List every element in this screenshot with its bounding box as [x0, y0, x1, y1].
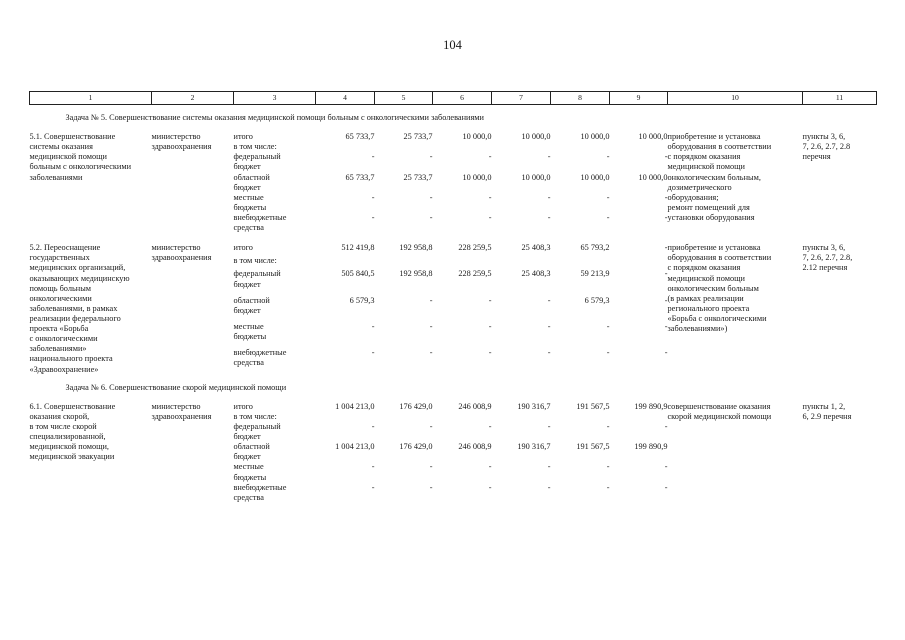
funding-value: - — [488, 295, 492, 305]
expected-result — [668, 243, 803, 374]
measure-name-line: с онкологическими — [29, 334, 98, 344]
funding-value: 6 579,3 — [349, 295, 375, 305]
funding-row — [30, 243, 877, 256]
list-points-line: пункты 1, 2, — [802, 401, 846, 411]
measure-name-line: заболеваниями» — [29, 344, 87, 354]
funding-source-line: итого — [233, 132, 253, 142]
funding-value: 246 008,9 — [458, 401, 492, 411]
funding-source-label — [234, 483, 316, 503]
measure-name — [30, 402, 152, 503]
funding-value: - — [429, 348, 433, 358]
funding-source-line: бюджет — [233, 162, 261, 172]
funding-value: 228 259,5 — [458, 269, 492, 279]
funding-value: 228 259,5 — [458, 243, 492, 253]
column-number-11: 11 — [803, 92, 877, 105]
funding-value: 192 958,8 — [399, 269, 433, 279]
funding-source-label — [234, 142, 316, 152]
funding-value — [551, 412, 610, 422]
expected-result-line: с порядком оказания — [667, 152, 741, 162]
funding-source-label — [234, 193, 316, 213]
funding-source-line: федеральный — [233, 152, 281, 162]
funding-value: - — [488, 212, 492, 222]
measure-name-line: помощь больным — [29, 283, 92, 293]
funding-value: - — [547, 482, 551, 492]
expected-result-line: дозиметрического — [667, 182, 732, 192]
funding-value — [433, 142, 492, 152]
expected-result — [668, 132, 803, 233]
funding-source-line: бюджет — [233, 182, 261, 192]
funding-value: 6 579,3 — [584, 295, 610, 305]
measure-name-line: в том числе скорой — [29, 421, 97, 431]
list-points-reference — [803, 402, 877, 503]
funding-value: - — [488, 482, 492, 492]
program-table-region — [29, 91, 876, 503]
measure-name-line: больным с онкологическими — [29, 162, 132, 172]
funding-row — [30, 402, 877, 412]
funding-value: - — [664, 212, 668, 222]
funding-value: - — [371, 462, 375, 472]
page-number: 104 — [443, 38, 462, 52]
measure-name-line: медицинской помощи, — [29, 442, 109, 452]
funding-source-label — [234, 422, 316, 442]
funding-value: - — [664, 421, 668, 431]
list-points-line: 2.12 перечня — [802, 263, 848, 273]
funding-value — [375, 256, 433, 269]
responsible-executor — [152, 132, 234, 233]
column-number-4: 4 — [316, 92, 375, 105]
expected-result-line: оборудования в соответствии — [667, 253, 772, 263]
funding-value: - — [606, 482, 610, 492]
funding-value: - — [547, 192, 551, 202]
funding-value: 199 890,9 — [634, 401, 668, 411]
funding-value: - — [547, 295, 551, 305]
funding-value: 10 000,0 — [521, 132, 551, 142]
funding-value — [492, 256, 551, 269]
item-spacer-row — [30, 233, 877, 243]
funding-value: 25 733,7 — [403, 132, 433, 142]
responsible-line: здравоохранения — [151, 411, 212, 421]
item-spacer — [30, 233, 877, 243]
funding-value: - — [429, 152, 433, 162]
measure-name-line: системы оказания — [29, 142, 93, 152]
funding-source-line: областной — [233, 172, 270, 182]
funding-source-line: местные — [233, 322, 264, 332]
expected-result-line: приобретение и установка — [667, 132, 761, 142]
funding-source-line: внебюджетные — [233, 482, 287, 492]
expected-result-line: медицинской помощи — [667, 273, 745, 283]
funding-source-label — [234, 132, 316, 142]
measure-name-line: медицинских организаций, — [29, 263, 126, 273]
responsible-line: министерство — [151, 243, 201, 253]
funding-value — [375, 412, 433, 422]
expected-result-line: онкологическим больным — [667, 283, 759, 293]
list-points-line: перечня — [802, 152, 831, 162]
funding-value: 246 008,9 — [458, 442, 492, 452]
funding-value: - — [664, 243, 668, 253]
measure-name-line: реализации федерального — [29, 313, 121, 323]
funding-source-line: бюджеты — [233, 332, 267, 342]
funding-source-line: федеральный — [233, 421, 281, 431]
funding-value — [492, 142, 551, 152]
expected-result-line: с порядком оказания — [667, 263, 741, 273]
expected-result-line: установки оборудования — [667, 212, 755, 222]
funding-value: 10 000,0 — [462, 172, 492, 182]
funding-source-line: бюджет — [233, 279, 261, 289]
funding-source-line: бюджеты — [233, 472, 267, 482]
funding-value: 10 000,0 — [638, 132, 668, 142]
funding-value: - — [606, 421, 610, 431]
funding-source-line: средства — [233, 492, 264, 502]
funding-value: - — [664, 192, 668, 202]
column-number-9: 9 — [610, 92, 668, 105]
funding-source-label — [234, 462, 316, 482]
expected-result-line: приобретение и установка — [667, 243, 761, 253]
funding-value: - — [429, 462, 433, 472]
funding-source-line: областной — [233, 295, 270, 305]
funding-source-line: бюджет — [233, 305, 261, 315]
measure-name-line: заболеваниями — [29, 172, 83, 182]
funding-value — [433, 412, 492, 422]
expected-result-line: заболеваниями») — [667, 324, 728, 334]
funding-value: - — [547, 421, 551, 431]
funding-value: - — [547, 462, 551, 472]
task-heading: Задача № 6. Совершенствование скорой медицинской помощи — [65, 382, 287, 392]
funding-value: - — [488, 421, 492, 431]
funding-value — [316, 256, 375, 269]
funding-value: - — [429, 295, 433, 305]
funding-value: 65 733,7 — [345, 172, 375, 182]
funding-value — [551, 256, 610, 269]
column-number-7: 7 — [492, 92, 551, 105]
funding-value — [375, 142, 433, 152]
expected-result-line: регионального проекта — [667, 303, 750, 313]
funding-source-line: итого — [233, 401, 253, 411]
measure-name-line: государственных — [29, 253, 90, 263]
funding-value: 1 004 213,0 — [335, 401, 375, 411]
funding-value: - — [664, 322, 668, 332]
funding-value — [610, 256, 668, 269]
list-points-line: пункты 3, 6, — [802, 243, 846, 253]
funding-value: - — [429, 482, 433, 492]
funding-value: - — [371, 348, 375, 358]
funding-value: - — [547, 152, 551, 162]
funding-value: 10 000,0 — [580, 172, 610, 182]
measure-name-line: медицинской помощи — [29, 152, 107, 162]
column-number-5: 5 — [375, 92, 433, 105]
funding-value: - — [429, 421, 433, 431]
funding-value: 65 733,7 — [345, 132, 375, 142]
funding-value: - — [371, 322, 375, 332]
funding-source-line: бюджет — [233, 452, 261, 462]
measure-name — [30, 132, 152, 233]
funding-value: - — [606, 322, 610, 332]
funding-value: 190 316,7 — [517, 442, 551, 452]
funding-value: 191 567,5 — [576, 401, 610, 411]
funding-value: - — [371, 421, 375, 431]
funding-value: - — [664, 152, 668, 162]
funding-source-label — [234, 173, 316, 193]
funding-value: - — [664, 295, 668, 305]
funding-value — [492, 412, 551, 422]
funding-value: - — [488, 462, 492, 472]
funding-value: - — [429, 322, 433, 332]
funding-value — [433, 256, 492, 269]
program-table — [29, 91, 877, 503]
funding-source-line: внебюджетные — [233, 212, 287, 222]
funding-value — [316, 142, 375, 152]
funding-value: - — [488, 152, 492, 162]
measure-name-line: онкологическими — [29, 293, 92, 303]
funding-value: 192 958,8 — [399, 243, 433, 253]
expected-result-line: медицинской помощи — [667, 162, 745, 172]
responsible-line: министерство — [151, 132, 201, 142]
funding-value: - — [606, 212, 610, 222]
funding-value: 190 316,7 — [517, 401, 551, 411]
list-points-line: 7, 2.6, 2.7, 2.8, — [802, 253, 853, 263]
funding-value: - — [547, 322, 551, 332]
funding-source-label — [234, 243, 316, 256]
measure-name-line: 5.1. Совершенствование — [29, 132, 116, 142]
responsible-line: здравоохранения — [151, 253, 212, 263]
measure-name-line: оказывающих медицинскую — [29, 273, 130, 283]
funding-source-line: в том числе: — [233, 411, 277, 421]
list-points-line: 7, 2.6, 2.7, 2.8 — [802, 142, 851, 152]
task-heading: Задача № 5. Совершенствование системы оказания медицинской помощи больным с онкологическими заболеваниями — [65, 113, 484, 122]
responsible-executor — [152, 243, 234, 374]
task-heading-row — [30, 375, 877, 402]
funding-value — [610, 142, 668, 152]
column-number-row — [30, 92, 877, 105]
column-number-10: 10 — [668, 92, 803, 105]
funding-value: - — [371, 482, 375, 492]
funding-value: 10 000,0 — [462, 132, 492, 142]
funding-value: 10 000,0 — [521, 172, 551, 182]
funding-value: 512 419,8 — [341, 243, 375, 253]
funding-source-line: областной — [233, 442, 270, 452]
funding-value: - — [606, 348, 610, 358]
measure-name — [30, 243, 152, 374]
funding-source-line: средства — [233, 358, 264, 368]
funding-value: - — [664, 462, 668, 472]
funding-source-label — [234, 348, 316, 374]
column-number-1: 1 — [30, 92, 152, 105]
expected-result-line: онкологическим больным, — [667, 172, 761, 182]
funding-value: - — [371, 212, 375, 222]
measure-name-line: национального проекта — [29, 354, 113, 364]
expected-result-line: «Борьба с онкологическими — [667, 313, 767, 323]
funding-source-line: местные — [233, 462, 264, 472]
funding-source-label — [234, 256, 316, 269]
funding-value: - — [429, 192, 433, 202]
measure-name-line: медицинской эвакуации — [29, 452, 115, 462]
funding-value: - — [488, 322, 492, 332]
program-table-body — [30, 92, 877, 503]
column-number-3: 3 — [234, 92, 316, 105]
funding-source-label — [234, 296, 316, 322]
expected-result-line: оборудования; — [667, 192, 719, 202]
funding-value: - — [547, 348, 551, 358]
expected-result — [668, 402, 803, 503]
funding-source-line: местные — [233, 192, 264, 202]
funding-value: - — [664, 269, 668, 279]
funding-value: 65 793,2 — [580, 243, 610, 253]
funding-source-label — [234, 152, 316, 172]
measure-name-line: оказания скорой, — [29, 411, 90, 421]
funding-value: 10 000,0 — [580, 132, 610, 142]
funding-value: 25 408,3 — [521, 269, 551, 279]
measure-name-line: заболеваниями, в рамках — [29, 303, 118, 313]
expected-result-line: скорой медицинской помощи — [667, 411, 772, 421]
funding-source-label — [234, 402, 316, 412]
funding-value: 25 408,3 — [521, 243, 551, 253]
list-points-reference — [803, 132, 877, 233]
funding-value: - — [664, 348, 668, 358]
funding-source-line: итого — [233, 243, 253, 253]
task-heading-row — [30, 105, 877, 133]
funding-value: - — [488, 348, 492, 358]
funding-source-label — [234, 269, 316, 295]
measure-name-line: 6.1. Совершенствование — [29, 401, 116, 411]
funding-source-line: средства — [233, 223, 264, 233]
column-number-6: 6 — [433, 92, 492, 105]
measure-name-line: «Здравоохранение» — [29, 364, 99, 374]
funding-value: - — [606, 462, 610, 472]
funding-value — [551, 142, 610, 152]
funding-value: 191 567,5 — [576, 442, 610, 452]
funding-value: - — [488, 192, 492, 202]
funding-source-line: в том числе: — [233, 256, 277, 266]
responsible-line: здравоохранения — [151, 142, 212, 152]
funding-value: - — [371, 152, 375, 162]
measure-name-line: проекта «Борьба — [29, 324, 89, 334]
column-number-2: 2 — [152, 92, 234, 105]
funding-value: 1 004 213,0 — [335, 442, 375, 452]
responsible-line: министерство — [151, 401, 201, 411]
funding-source-label — [234, 322, 316, 348]
funding-value: - — [547, 212, 551, 222]
funding-source-line: бюджеты — [233, 202, 267, 212]
expected-result-line: совершенствование оказания — [667, 401, 771, 411]
funding-value: 59 213,9 — [580, 269, 610, 279]
list-points-line: 6, 2.9 перечня — [802, 411, 852, 421]
funding-value: - — [429, 212, 433, 222]
expected-result-line: (в рамках реализации — [667, 293, 744, 303]
expected-result-line: оборудования в соответствии — [667, 142, 772, 152]
funding-source-line: бюджет — [233, 432, 261, 442]
funding-value: - — [606, 192, 610, 202]
funding-value: 10 000,0 — [638, 172, 668, 182]
funding-value: - — [664, 482, 668, 492]
expected-result-line: ремонт помещений для — [667, 202, 750, 212]
funding-value: 25 733,7 — [403, 172, 433, 182]
funding-value: - — [606, 152, 610, 162]
funding-source-line: федеральный — [233, 269, 281, 279]
funding-value: 176 429,0 — [399, 401, 433, 411]
funding-source-line: внебюджетные — [233, 348, 287, 358]
funding-value — [610, 412, 668, 422]
list-points-line: пункты 3, 6, — [802, 132, 846, 142]
responsible-executor — [152, 402, 234, 503]
measure-name-line: специализированной, — [29, 432, 106, 442]
funding-value: - — [371, 192, 375, 202]
funding-source-label — [234, 213, 316, 233]
funding-value: 505 840,5 — [341, 269, 375, 279]
funding-value: 176 429,0 — [399, 442, 433, 452]
column-number-8: 8 — [551, 92, 610, 105]
funding-value: 199 890,9 — [634, 442, 668, 452]
funding-row — [30, 132, 877, 142]
measure-name-line: 5.2. Переоснащение — [29, 243, 101, 253]
funding-source-label — [234, 442, 316, 462]
funding-source-label — [234, 412, 316, 422]
list-points-reference — [803, 243, 877, 374]
funding-value — [316, 412, 375, 422]
funding-source-line: в том числе: — [233, 142, 277, 152]
